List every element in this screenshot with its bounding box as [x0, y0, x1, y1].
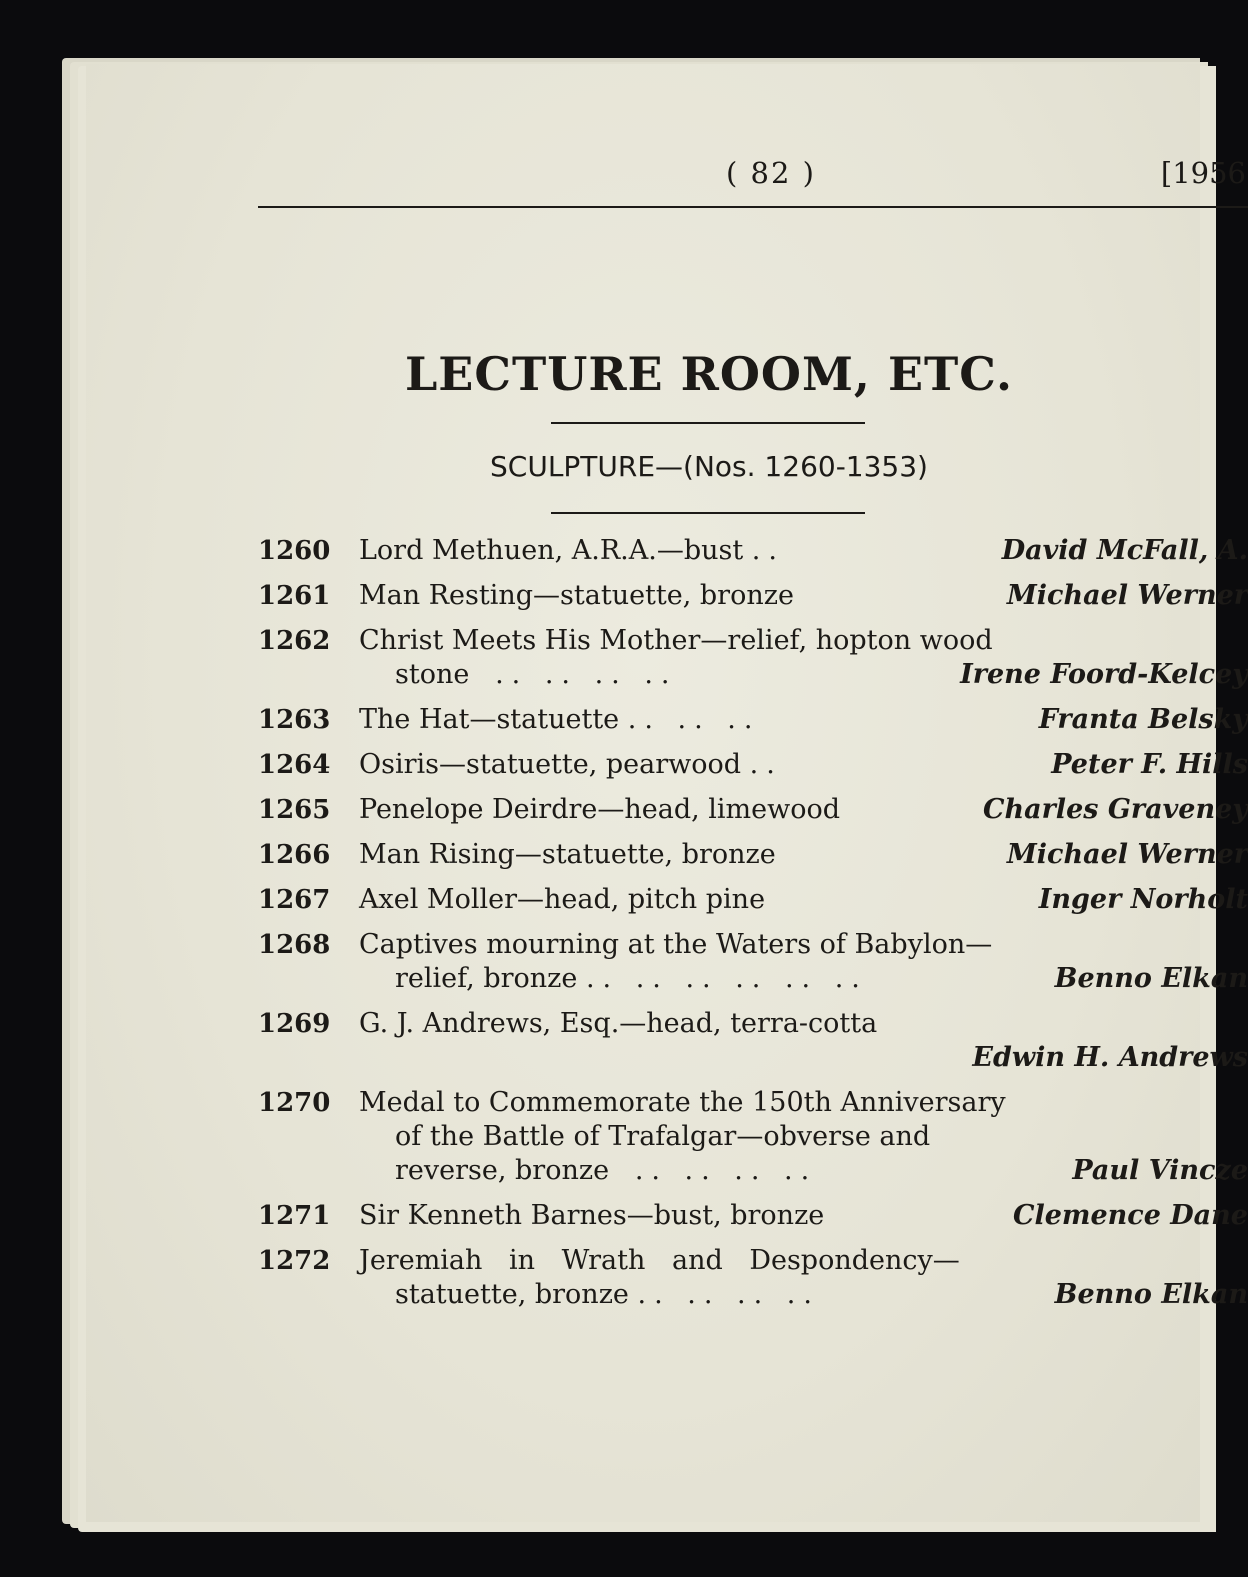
- catalogue-entry: [258, 534, 1248, 568]
- entry-number: 1271: [258, 1201, 331, 1231]
- entry-artist: Paul Vincze: [1072, 1155, 1248, 1186]
- catalogue-entry: [258, 1199, 1248, 1233]
- entry-artist: Edwin H. Andrews: [972, 1042, 1248, 1073]
- catalogue-entry: [258, 883, 1248, 917]
- entry-number: 1268: [258, 930, 331, 960]
- entry-title: Man Rising—statuette, bronze: [359, 839, 776, 870]
- catalogue-entries: [258, 534, 1248, 1323]
- title-rule: [551, 422, 865, 424]
- catalogue-entry: [258, 703, 1248, 737]
- entry-number: 1264: [258, 750, 331, 780]
- entry-artist: Michael Werner: [1006, 839, 1248, 870]
- catalogue-entry: [258, 748, 1248, 782]
- entry-artist: Franta Belsky: [1038, 704, 1248, 735]
- subsection-rule: [551, 512, 865, 514]
- leader-dots: ..: [749, 749, 783, 780]
- entry-artist: Clemence Dane: [1012, 1200, 1248, 1231]
- entry-title: Jeremiah in Wrath and Despondency—: [359, 1245, 960, 1276]
- entry-number: 1265: [258, 795, 331, 825]
- entry-artist: Charles Graveney: [982, 794, 1248, 825]
- book-page: [86, 64, 1248, 1522]
- leader-dots: ..: [751, 535, 785, 566]
- entry-title-continued: statuette, bronze: [395, 1279, 629, 1310]
- leader-dots: .. .. .. ..: [495, 659, 678, 690]
- entry-title-continued: relief, bronze: [395, 963, 578, 994]
- entry-artist: Irene Foord-Kelcey: [960, 659, 1248, 690]
- header-rule: [258, 206, 1248, 208]
- catalogue-entry: [258, 928, 1248, 996]
- entry-title: Man Resting—statuette, bronze: [359, 580, 794, 611]
- entry-number: 1261: [258, 581, 331, 611]
- catalogue-entry: [258, 1086, 1248, 1188]
- catalogue-entry: [258, 1007, 1248, 1075]
- entry-title: Lord Methuen, A.R.A.—bust: [359, 535, 744, 566]
- entry-title-continued: stone: [395, 659, 470, 690]
- leader-dots: .. .. .. ..: [637, 1279, 820, 1310]
- leader-dots: .. .. ..: [627, 704, 761, 735]
- entry-title: G. J. Andrews, Esq.—head, terra-cotta: [359, 1008, 878, 1039]
- entry-title: Medal to Commemorate the 150th Anniversary: [359, 1087, 1006, 1118]
- entry-number: 1262: [258, 626, 331, 656]
- catalogue-entry: [258, 1244, 1248, 1312]
- running-header: [256, 156, 1246, 206]
- entry-title: Osiris—statuette, pearwood: [359, 749, 742, 780]
- entry-artist: Michael Werner: [1006, 580, 1248, 611]
- entry-title: Sir Kenneth Barnes—bust, bronze: [359, 1200, 825, 1231]
- entry-number: 1269: [258, 1009, 331, 1039]
- entry-title: The Hat—statuette: [359, 704, 620, 735]
- entry-title-continued: reverse, bronze: [395, 1155, 610, 1186]
- entry-title: Axel Moller—head, pitch pine: [359, 884, 766, 915]
- entry-title: Christ Meets His Mother—relief, hopton wood: [359, 625, 993, 656]
- entry-artist: Benno Elkan: [1054, 963, 1248, 994]
- catalogue-entry: [258, 838, 1248, 872]
- header-year: [1956: [1160, 156, 1246, 190]
- catalogue-entry: [258, 624, 1248, 692]
- entry-number: 1263: [258, 705, 331, 735]
- entry-title: Captives mourning at the Waters of Babylon—: [359, 929, 993, 960]
- entry-artist: Inger Norholt: [1038, 884, 1248, 915]
- catalogue-entry: [258, 793, 1248, 827]
- section-title: LECTURE ROOM, ETC.: [404, 347, 1014, 401]
- entry-artist: David McFall, A.: [1001, 535, 1248, 566]
- leader-dots: .. .. .. ..: [634, 1155, 818, 1186]
- entry-title-continued: of the Battle of Trafalgar—obverse and: [395, 1121, 931, 1152]
- entry-artist: Benno Elkan: [1054, 1279, 1248, 1310]
- leader-dots: .. .. .. .. .. ..: [585, 963, 868, 994]
- entry-number: 1266: [258, 840, 331, 870]
- page-number: ( 82 ): [726, 156, 816, 190]
- entry-artist: Peter F. Hills: [1051, 749, 1248, 780]
- entry-number: 1270: [258, 1088, 331, 1118]
- entry-number: 1260: [258, 536, 331, 566]
- subsection-title: SCULPTURE—(Nos. 1260-1353): [490, 450, 928, 483]
- entry-number: 1272: [258, 1246, 331, 1276]
- entry-number: 1267: [258, 885, 331, 915]
- entry-title: Penelope Deirdre—head, limewood: [359, 794, 841, 825]
- catalogue-entry: [258, 579, 1248, 613]
